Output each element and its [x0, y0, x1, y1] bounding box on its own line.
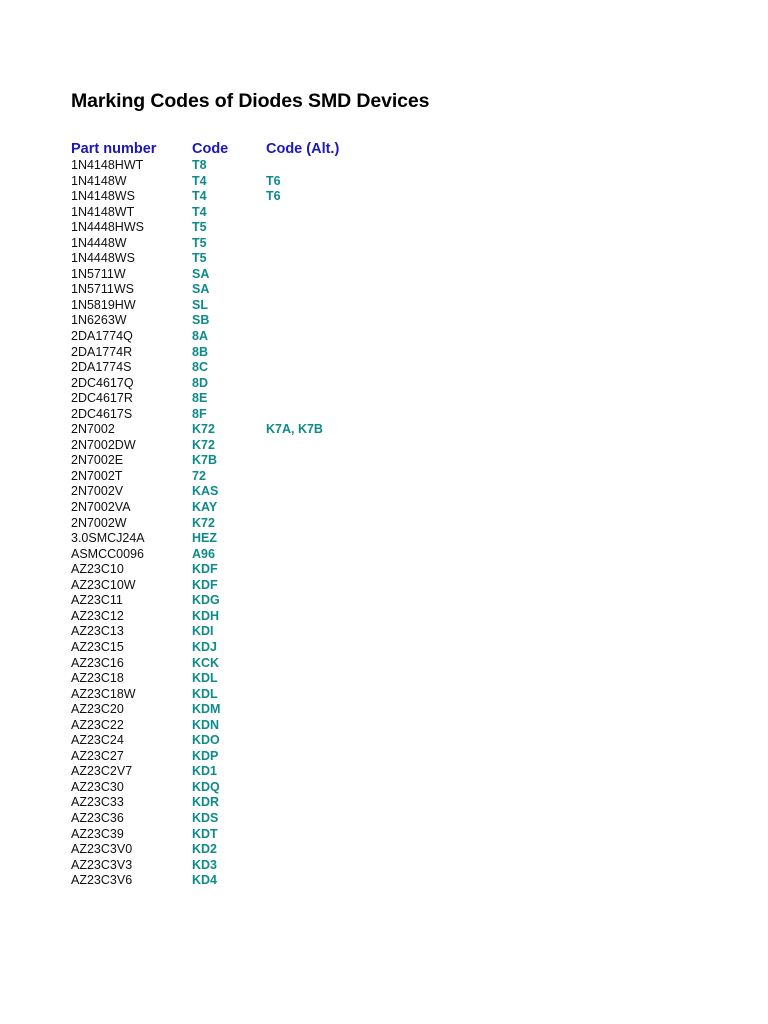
part-number-cell: 2N7002VA	[71, 500, 131, 515]
code-alt-cell	[266, 329, 466, 345]
code-cell: 8B	[192, 344, 208, 359]
part-number-cell: 1N4448W	[71, 235, 127, 250]
table-row	[71, 438, 466, 454]
table-row	[71, 578, 466, 594]
part-number-cell: 1N5711WS	[71, 282, 134, 297]
part-number-cell: AZ23C10	[71, 562, 124, 577]
part-number-cell: 1N4448WS	[71, 251, 135, 266]
part-number-cell: 2DC4617S	[71, 406, 133, 421]
table-body	[71, 158, 466, 889]
code-alt-cell	[266, 531, 466, 547]
code-cell: KDG	[192, 593, 220, 608]
code-cell: T4	[192, 204, 207, 219]
code-alt-cell	[266, 842, 466, 858]
code-cell: T4	[192, 173, 207, 188]
code-alt-cell	[266, 562, 466, 578]
code-cell: KDT	[192, 826, 218, 841]
part-number-cell: 2N7002V	[71, 484, 124, 499]
table-row	[71, 624, 466, 640]
table-row	[71, 345, 466, 361]
code-cell: SL	[192, 297, 208, 312]
code-alt-cell	[266, 158, 466, 174]
part-number-cell: AZ23C3V3	[71, 857, 133, 872]
table-row	[71, 500, 466, 516]
code-alt-cell	[266, 687, 466, 703]
table-row	[71, 795, 466, 811]
part-number-cell: 1N6263W	[71, 313, 127, 328]
code-cell: KDP	[192, 748, 219, 763]
table-row	[71, 422, 466, 438]
table-row	[71, 313, 466, 329]
part-number-cell: 1N4148WS	[71, 189, 135, 204]
table-row	[71, 593, 466, 609]
table-row	[71, 189, 466, 205]
code-cell: KDI	[192, 624, 214, 639]
table-row	[71, 236, 466, 252]
part-number-cell: 2N7002	[71, 422, 115, 437]
part-number-cell: 2N7002T	[71, 468, 123, 483]
table-header-row	[71, 141, 466, 158]
part-number-cell: AZ23C3V6	[71, 873, 133, 888]
code-cell: A96	[192, 546, 215, 561]
table-row	[71, 158, 466, 174]
table-row	[71, 547, 466, 563]
code-cell: KD4	[192, 873, 218, 888]
code-alt-cell	[266, 749, 466, 765]
part-number-cell: AZ23C22	[71, 717, 124, 732]
code-cell: 8A	[192, 329, 208, 344]
part-number-cell: AZ23C30	[71, 779, 124, 794]
table-row	[71, 562, 466, 578]
code-alt-cell	[266, 858, 466, 874]
table-row	[71, 282, 466, 298]
table-row	[71, 873, 466, 889]
table-row	[71, 391, 466, 407]
code-alt-cell	[266, 345, 466, 361]
part-number-cell: 2DA1774R	[71, 344, 133, 359]
code-alt-cell	[266, 453, 466, 469]
table-row	[71, 469, 466, 485]
page-title: Marking Codes of Diodes SMD Devices	[71, 90, 430, 112]
table-row	[71, 687, 466, 703]
code-alt-cell	[266, 702, 466, 718]
part-number-cell: 1N5819HW	[71, 297, 136, 312]
code-cell: KDH	[192, 608, 220, 623]
code-alt-cell	[266, 313, 466, 329]
code-alt-cell	[266, 624, 466, 640]
table-row	[71, 842, 466, 858]
code-alt-cell	[266, 298, 466, 314]
code-cell: T8	[192, 158, 207, 172]
table-row	[71, 733, 466, 749]
code-cell: KAS	[192, 484, 219, 499]
part-number-cell: AZ23C33	[71, 795, 124, 810]
table-row	[71, 251, 466, 267]
code-cell: T5	[192, 235, 207, 250]
table-row	[71, 811, 466, 827]
code-cell: K72	[192, 422, 215, 437]
part-number-cell: 1N4148W	[71, 173, 127, 188]
code-cell: KDO	[192, 733, 220, 748]
code-alt-cell	[266, 282, 466, 298]
part-number-cell: AZ23C36	[71, 810, 124, 825]
code-alt-cell	[266, 205, 466, 221]
header-part-number: Part number	[71, 141, 157, 157]
part-number-cell: AZ23C24	[71, 733, 124, 748]
code-alt-cell	[266, 376, 466, 392]
table-row	[71, 749, 466, 765]
table-row	[71, 764, 466, 780]
code-cell: KDQ	[192, 779, 220, 794]
table-row	[71, 360, 466, 376]
part-number-cell: ASMCC0096	[71, 546, 144, 561]
code-alt-cell	[266, 656, 466, 672]
table-row	[71, 220, 466, 236]
code-alt-cell	[266, 547, 466, 563]
code-cell: K7B	[192, 453, 218, 468]
part-number-cell: AZ23C12	[71, 608, 124, 623]
code-cell: KDM	[192, 702, 221, 717]
table-row	[71, 453, 466, 469]
part-number-cell: AZ23C16	[71, 655, 124, 670]
code-alt-cell	[266, 220, 466, 236]
code-cell: KD3	[192, 857, 218, 872]
code-cell: 8D	[192, 375, 208, 390]
table-row	[71, 205, 466, 221]
part-number-cell: AZ23C15	[71, 639, 124, 654]
code-cell: KAY	[192, 500, 218, 515]
code-alt-cell	[266, 578, 466, 594]
code-cell: KDF	[192, 577, 218, 592]
table-row	[71, 780, 466, 796]
code-cell: HEZ	[192, 531, 217, 546]
table-row	[71, 531, 466, 547]
code-cell: 8C	[192, 360, 208, 375]
code-alt-cell	[266, 360, 466, 376]
code-cell: T5	[192, 220, 207, 235]
code-alt-cell	[266, 827, 466, 843]
marking-codes-table	[71, 141, 466, 889]
code-alt-cell	[266, 780, 466, 796]
table-row	[71, 702, 466, 718]
code-alt-cell	[266, 236, 466, 252]
part-number-cell: 2N7002DW	[71, 437, 136, 452]
table-row	[71, 718, 466, 734]
code-cell: KDL	[192, 686, 218, 701]
code-alt-cell: T6	[266, 189, 281, 204]
part-number-cell: AZ23C11	[71, 593, 123, 608]
part-number-cell: 1N4448HWS	[71, 220, 144, 235]
code-cell: KDS	[192, 810, 219, 825]
code-alt-cell: K7A, K7B	[266, 422, 323, 437]
code-cell: KDR	[192, 795, 220, 810]
code-alt-cell	[266, 469, 466, 485]
code-alt-cell	[266, 391, 466, 407]
table-row	[71, 484, 466, 500]
code-cell: KCK	[192, 655, 220, 670]
code-alt-cell	[266, 407, 466, 423]
code-cell: K72	[192, 437, 215, 452]
table-row	[71, 516, 466, 532]
code-alt-cell	[266, 718, 466, 734]
part-number-cell: AZ23C18	[71, 671, 124, 686]
code-alt-cell	[266, 811, 466, 827]
table-row	[71, 609, 466, 625]
code-alt-cell	[266, 764, 466, 780]
table-row	[71, 671, 466, 687]
code-cell: 8E	[192, 391, 208, 406]
part-number-cell: AZ23C20	[71, 702, 124, 717]
code-cell: SB	[192, 313, 210, 328]
code-alt-cell	[266, 500, 466, 516]
code-cell: SA	[192, 266, 210, 281]
code-cell: T5	[192, 251, 207, 266]
table-row	[71, 376, 466, 392]
table-row	[71, 267, 466, 283]
part-number-cell: 2DC4617Q	[71, 375, 134, 390]
table-row	[71, 656, 466, 672]
code-cell: 72	[192, 468, 206, 483]
code-alt-cell	[266, 795, 466, 811]
part-number-cell: AZ23C13	[71, 624, 124, 639]
part-number-cell: 1N4148WT	[71, 204, 135, 219]
part-number-cell: 2N7002E	[71, 453, 124, 468]
code-cell: KD2	[192, 842, 218, 857]
part-number-cell: 2DC4617R	[71, 391, 133, 406]
part-number-cell: AZ23C39	[71, 826, 124, 841]
code-alt-cell	[266, 609, 466, 625]
table-row	[71, 329, 466, 345]
part-number-cell: AZ23C18W	[71, 686, 136, 701]
table-row	[71, 298, 466, 314]
code-alt-cell	[266, 640, 466, 656]
part-number-cell: AZ23C2V7	[71, 764, 133, 779]
code-alt-cell	[266, 484, 466, 500]
code-cell: SA	[192, 282, 210, 297]
table-row	[71, 827, 466, 843]
part-number-cell: 1N5711W	[71, 266, 126, 281]
part-number-cell: 2DA1774Q	[71, 329, 133, 344]
header-code: Code	[192, 141, 229, 157]
part-number-cell: 2N7002W	[71, 515, 127, 530]
code-cell: KDJ	[192, 639, 218, 654]
code-cell: KDF	[192, 562, 218, 577]
code-alt-cell	[266, 873, 466, 889]
table-row	[71, 640, 466, 656]
code-alt-cell	[266, 251, 466, 267]
part-number-cell: 2DA1774S	[71, 360, 132, 375]
part-number-cell: AZ23C10W	[71, 577, 136, 592]
code-cell: T4	[192, 189, 207, 204]
code-alt-cell	[266, 733, 466, 749]
table-row	[71, 174, 466, 190]
code-alt-cell	[266, 671, 466, 687]
code-cell: KD1	[192, 764, 218, 779]
part-number-cell: 3.0SMCJ24A	[71, 531, 145, 546]
code-alt-cell: T6	[266, 173, 281, 188]
code-alt-cell	[266, 593, 466, 609]
part-number-cell: AZ23C27	[71, 748, 124, 763]
code-alt-cell	[266, 516, 466, 532]
table-row	[71, 407, 466, 423]
part-number-cell: AZ23C3V0	[71, 842, 133, 857]
code-cell: 8F	[192, 406, 207, 421]
code-cell: KDN	[192, 717, 220, 732]
code-alt-cell	[266, 267, 466, 283]
code-alt-cell	[266, 438, 466, 454]
header-code-alt: Code (Alt.)	[266, 141, 340, 157]
code-cell: KDL	[192, 671, 218, 686]
table-row	[71, 858, 466, 874]
part-number-cell: 1N4148HWT	[71, 158, 144, 172]
code-cell: K72	[192, 515, 215, 530]
